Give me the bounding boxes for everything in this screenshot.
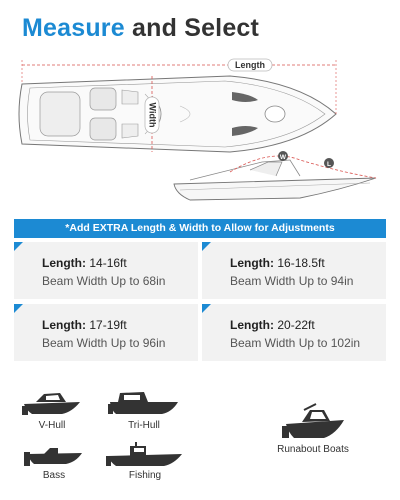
- card-beam: [42, 274, 165, 288]
- beam-label: Beam Width Up to: [230, 336, 328, 350]
- title-part-select: and Select: [132, 14, 260, 42]
- boat-measure-diagram: [0, 52, 400, 212]
- length-label: Length:: [42, 256, 86, 270]
- boat-type-label: Runabout Boats: [277, 444, 349, 455]
- card-length: [42, 256, 127, 270]
- boat-type-bass: [22, 444, 86, 481]
- boat-type-label: Fishing: [128, 470, 162, 481]
- runabout-boat-icon: [280, 402, 346, 442]
- card-beam: [42, 336, 165, 350]
- boat-type-runabout: [258, 402, 368, 455]
- boat-type-label: V-Hull: [38, 420, 66, 431]
- beam-value: 94in: [330, 274, 354, 288]
- beam-label: Beam Width Up to: [42, 336, 140, 350]
- card-beam: [230, 274, 353, 288]
- beam-label: Beam Width Up to: [230, 274, 328, 288]
- w-marker: W: [279, 154, 287, 161]
- card-corner-accent: [14, 242, 23, 251]
- length-label: Length:: [230, 318, 274, 332]
- boat-type-fishing: [104, 442, 186, 481]
- size-card-2: [202, 242, 386, 299]
- size-card-1: [14, 242, 198, 299]
- boat-side-view-icon: [174, 160, 376, 200]
- length-value: 17-19ft: [89, 318, 127, 332]
- length-value: 20-22ft: [277, 318, 315, 332]
- page-title: [22, 14, 259, 43]
- fishing-boat-icon: [106, 442, 184, 468]
- boat-type-tri-hull: [106, 388, 182, 431]
- boat-type-v-hull: [20, 388, 84, 431]
- boat-top-view-icon: [19, 76, 336, 152]
- v-hull-boat-icon: [22, 388, 82, 418]
- beam-label: Beam Width Up to: [42, 274, 140, 288]
- length-label: Length:: [42, 318, 86, 332]
- length-value: 14-16ft: [89, 256, 127, 270]
- length-label: Length:: [230, 256, 274, 270]
- boat-type-label: Tri-Hull: [128, 420, 160, 431]
- l-marker: L: [327, 161, 331, 168]
- length-value: 16-18.5ft: [277, 256, 325, 270]
- length-dimension-label: Length: [235, 60, 265, 70]
- card-length: [42, 318, 127, 332]
- title-part-measure: Measure: [22, 14, 125, 42]
- tri-hull-boat-icon: [108, 388, 180, 418]
- adjustment-banner: *Add EXTRA Length & Width to Allow for Adjustments: [14, 219, 386, 238]
- card-corner-accent: [202, 242, 211, 251]
- size-card-3: [14, 304, 198, 361]
- beam-value: 68in: [142, 274, 166, 288]
- width-dimension-label: Width: [147, 102, 158, 128]
- card-corner-accent: [202, 304, 211, 313]
- beam-value: 96in: [142, 336, 166, 350]
- beam-value: 102in: [330, 336, 361, 350]
- card-length: [230, 256, 325, 270]
- size-card-4: [202, 304, 386, 361]
- card-beam: [230, 336, 360, 350]
- boat-type-label: Bass: [42, 470, 66, 481]
- bass-boat-icon: [24, 444, 84, 468]
- card-corner-accent: [14, 304, 23, 313]
- card-length: [230, 318, 315, 332]
